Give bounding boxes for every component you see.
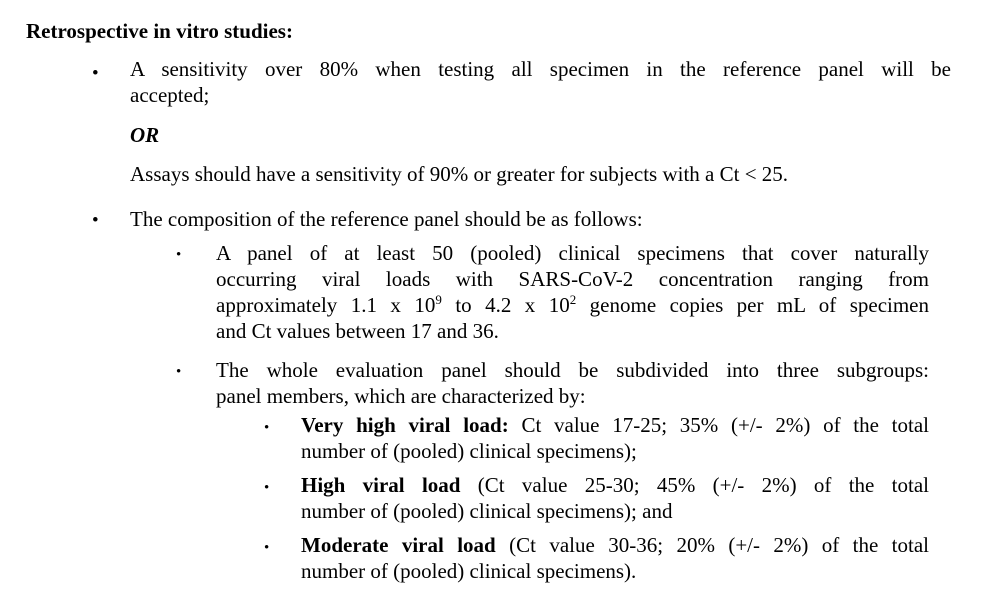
group-label: Moderate viral load [301,533,496,557]
group-high-line-2: number of (pooled) clinical specimens); and [301,499,673,523]
sub-item-2-line-2: panel members, which are characterized by: [216,384,586,408]
sub-item-2-text [216,357,929,409]
bullet-2: • [92,210,99,231]
group-high-line-1: High viral load (Ct value 25-30; 45% (+/- 2%) of the total [301,473,929,497]
sub-item-1-line-1: A panel of at least 50 (pooled) clinical specimens that cover naturally [216,241,929,265]
group-label: Very high viral load: [301,413,509,437]
group-moderate [301,532,929,584]
item-1-text [130,56,951,108]
group-bullet-3: • [264,540,270,556]
group-bullet-1: • [264,420,270,436]
group-high [301,472,929,524]
group-very-high-line-2: number of (pooled) clinical specimens); [301,439,637,463]
sub-bullet-2: • [176,364,182,380]
sub-item-1-line-2: occurring viral loads with SARS-CoV-2 concentration ranging from [216,267,929,291]
sub-item-1-text [216,240,929,344]
group-bullet-2: • [264,480,270,496]
sub-item-1-line-3: approximately 1.1 x $10^9$ to 4.2 x $10^2$ genome copies per mL of specimen [216,292,929,317]
sub-item-2-line-1: The whole evaluation panel should be subdivided into three subgroups: [216,358,929,382]
exponent-2: 2 [569,292,577,307]
exponent-9: 9 [435,292,442,307]
group-moderate-line-1: Moderate viral load (Ct value 30-36; 20% (+/- 2%) of the total [301,533,929,557]
item-1-line-1: A sensitivity over 80% when testing all specimen in the reference panel will be [130,57,951,81]
or-label: OR [130,123,160,147]
item-1-alternative: Assays should have a sensitivity of 90% or greater for subjects with a Ct < 25. [130,162,789,186]
group-label: High viral load [301,473,461,497]
bullet-1: • [92,63,99,84]
group-very-high [301,412,929,464]
group-moderate-line-2: number of (pooled) clinical specimens). [301,559,637,583]
section-heading: Retrospective in vitro studies: [26,19,293,43]
item-2-intro: The composition of the reference panel should be as follows: [130,207,643,231]
sub-bullet-1: • [176,247,182,263]
group-very-high-line-1: Very high viral load: Ct value 17-25; 35% (+/- 2%) of the total [301,413,929,437]
item-1-line-2: accepted; [130,83,210,107]
sub-item-1-line-4: and Ct values between 17 and 36. [216,319,499,343]
